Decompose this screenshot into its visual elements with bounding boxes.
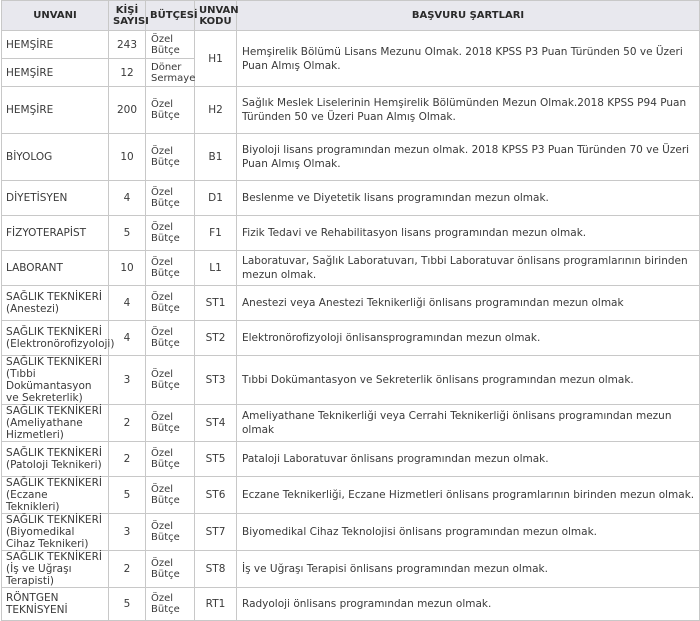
- row-count: 200: [109, 87, 146, 134]
- table-row: [2, 251, 700, 286]
- row-count: 4: [109, 321, 146, 356]
- table-row: [2, 405, 700, 442]
- header-basvuru-sartlari: BAŞVURU ŞARTLARI: [237, 1, 700, 31]
- row-conditions: Elektronörofizyoloji önlisansprogramından mezun olmak.: [237, 321, 700, 356]
- row-code: ST6: [195, 477, 237, 514]
- header-unvan-kodu: UNVAN KODU: [195, 1, 237, 31]
- row-conditions: Sağlık Meslek Liselerinin Hemşirelik Bölümünden Mezun Olmak.2018 KPSS P94 Puan Türünden 50 ve Üzeri Puan Almış Olmak.: [237, 87, 700, 134]
- row-title: BİYOLOG: [2, 134, 109, 181]
- row-title: LABORANT: [2, 251, 109, 286]
- row-budget: Özel Bütçe: [146, 181, 195, 216]
- row-conditions: Tıbbi Dokümantasyon ve Sekreterlik önlisans programından mezun olmak.: [237, 356, 700, 405]
- row-title: HEMŞİRE: [2, 31, 109, 59]
- row-title: FİZYOTERAPİST: [2, 216, 109, 251]
- row-count: 2: [109, 551, 146, 588]
- row-code: ST4: [195, 405, 237, 442]
- row-conditions: Ameliyathane Teknikerliği veya Cerrahi Teknikerliği önlisans programından mezun olmak: [237, 405, 700, 442]
- row-count: 3: [109, 514, 146, 551]
- row-budget: Döner Sermaye: [146, 59, 195, 87]
- row-conditions: Radyoloji önlisans programından mezun olmak.: [237, 588, 700, 621]
- row-budget: Özel Bütçe: [146, 251, 195, 286]
- row-count: 4: [109, 286, 146, 321]
- row-code: H1: [195, 31, 237, 87]
- row-title: SAĞLIK TEKNİKERİ (İş ve Uğraşı Terapisti): [2, 551, 109, 588]
- row-count: 243: [109, 31, 146, 59]
- table-row: [2, 588, 700, 621]
- row-budget: Özel Bütçe: [146, 31, 195, 59]
- table-row: [2, 87, 700, 134]
- row-code: B1: [195, 134, 237, 181]
- row-conditions: Pataloji Laboratuvar önlisans programından mezun olmak.: [237, 442, 700, 477]
- header-row: [2, 1, 700, 31]
- table-row: [2, 514, 700, 551]
- row-code: D1: [195, 181, 237, 216]
- row-count: 10: [109, 134, 146, 181]
- row-count: 5: [109, 216, 146, 251]
- row-title: SAĞLIK TEKNİKERİ (Patoloji Teknikeri): [2, 442, 109, 477]
- row-budget: Özel Bütçe: [146, 356, 195, 405]
- row-code: H2: [195, 87, 237, 134]
- row-conditions: Laboratuvar, Sağlık Laboratuvarı, Tıbbi Laboratuvar önlisans programlarının birinden mezun olmak.: [237, 251, 700, 286]
- row-code: ST2: [195, 321, 237, 356]
- row-count: 2: [109, 405, 146, 442]
- header-unvan: UNVANI: [2, 1, 109, 31]
- row-conditions: Biyomedikal Cihaz Teknolojisi önlisans programından mezun olmak.: [237, 514, 700, 551]
- row-conditions: Hemşirelik Bölümü Lisans Mezunu Olmak. 2018 KPSS P3 Puan Türünden 50 ve Üzeri Puan Almış Olmak.: [237, 31, 700, 87]
- row-budget: Özel Bütçe: [146, 477, 195, 514]
- row-title: HEMŞİRE: [2, 59, 109, 87]
- table-row: [2, 216, 700, 251]
- row-title: SAĞLIK TEKNİKERİ (Tıbbi Dokümantasyon ve Sekreterlik): [2, 356, 109, 405]
- table-row: [2, 442, 700, 477]
- table-row: [2, 477, 700, 514]
- table-row: [2, 286, 700, 321]
- row-title: RÖNTGEN TEKNİSYENİ: [2, 588, 109, 621]
- row-title: DİYETİSYEN: [2, 181, 109, 216]
- row-code: ST3: [195, 356, 237, 405]
- row-title: SAĞLIK TEKNİKERİ (Anestezi): [2, 286, 109, 321]
- row-budget: Özel Bütçe: [146, 286, 195, 321]
- row-conditions: İş ve Uğraşı Terapisi önlisans programından mezun olmak.: [237, 551, 700, 588]
- row-budget: Özel Bütçe: [146, 134, 195, 181]
- row-count: 3: [109, 356, 146, 405]
- table-row: [2, 356, 700, 405]
- header-butce: BÜTÇESİ: [146, 1, 195, 31]
- row-count: 2: [109, 442, 146, 477]
- row-count: 10: [109, 251, 146, 286]
- row-conditions: Beslenme ve Diyetetik lisans programından mezun olmak.: [237, 181, 700, 216]
- row-code: ST8: [195, 551, 237, 588]
- row-budget: Özel Bütçe: [146, 216, 195, 251]
- row-count: 4: [109, 181, 146, 216]
- table-row: [2, 134, 700, 181]
- row-title: SAĞLIK TEKNİKERİ (Biyomedikal Cihaz Teknikeri): [2, 514, 109, 551]
- row-budget: Özel Bütçe: [146, 321, 195, 356]
- row-count: 12: [109, 59, 146, 87]
- row-code: L1: [195, 251, 237, 286]
- row-code: ST7: [195, 514, 237, 551]
- table-row: [2, 551, 700, 588]
- row-code: ST5: [195, 442, 237, 477]
- row-budget: Özel Bütçe: [146, 405, 195, 442]
- row-budget: Özel Bütçe: [146, 442, 195, 477]
- row-code: F1: [195, 216, 237, 251]
- header-kisi-sayisi: KİŞİ SAYISI: [109, 1, 146, 31]
- row-title: SAĞLIK TEKNİKERİ (Eczane Teknikleri): [2, 477, 109, 514]
- table-row: [2, 181, 700, 216]
- row-budget: Özel Bütçe: [146, 588, 195, 621]
- row-code: ST1: [195, 286, 237, 321]
- row-conditions: Biyoloji lisans programından mezun olmak. 2018 KPSS P3 Puan Türünden 70 ve Üzeri Puan Almış Olmak.: [237, 134, 700, 181]
- row-conditions: Fizik Tedavi ve Rehabilitasyon lisans programından mezun olmak.: [237, 216, 700, 251]
- row-title: SAĞLIK TEKNİKERİ (Elektronörofizyoloji): [2, 321, 109, 356]
- row-title: HEMŞİRE: [2, 87, 109, 134]
- row-count: 5: [109, 588, 146, 621]
- table-row: [2, 31, 700, 59]
- row-budget: Özel Bütçe: [146, 514, 195, 551]
- row-conditions: Anestezi veya Anestezi Teknikerliği önlisans programından mezun olmak: [237, 286, 700, 321]
- row-code: RT1: [195, 588, 237, 621]
- row-title: SAĞLIK TEKNİKERİ (Ameliyathane Hizmetleri): [2, 405, 109, 442]
- row-count: 5: [109, 477, 146, 514]
- row-budget: Özel Bütçe: [146, 551, 195, 588]
- row-budget: Özel Bütçe: [146, 87, 195, 134]
- row-conditions: Eczane Teknikerliği, Eczane Hizmetleri önlisans programlarının birinden mezun olmak.: [237, 477, 700, 514]
- job-table: [1, 0, 700, 621]
- table-row: [2, 321, 700, 356]
